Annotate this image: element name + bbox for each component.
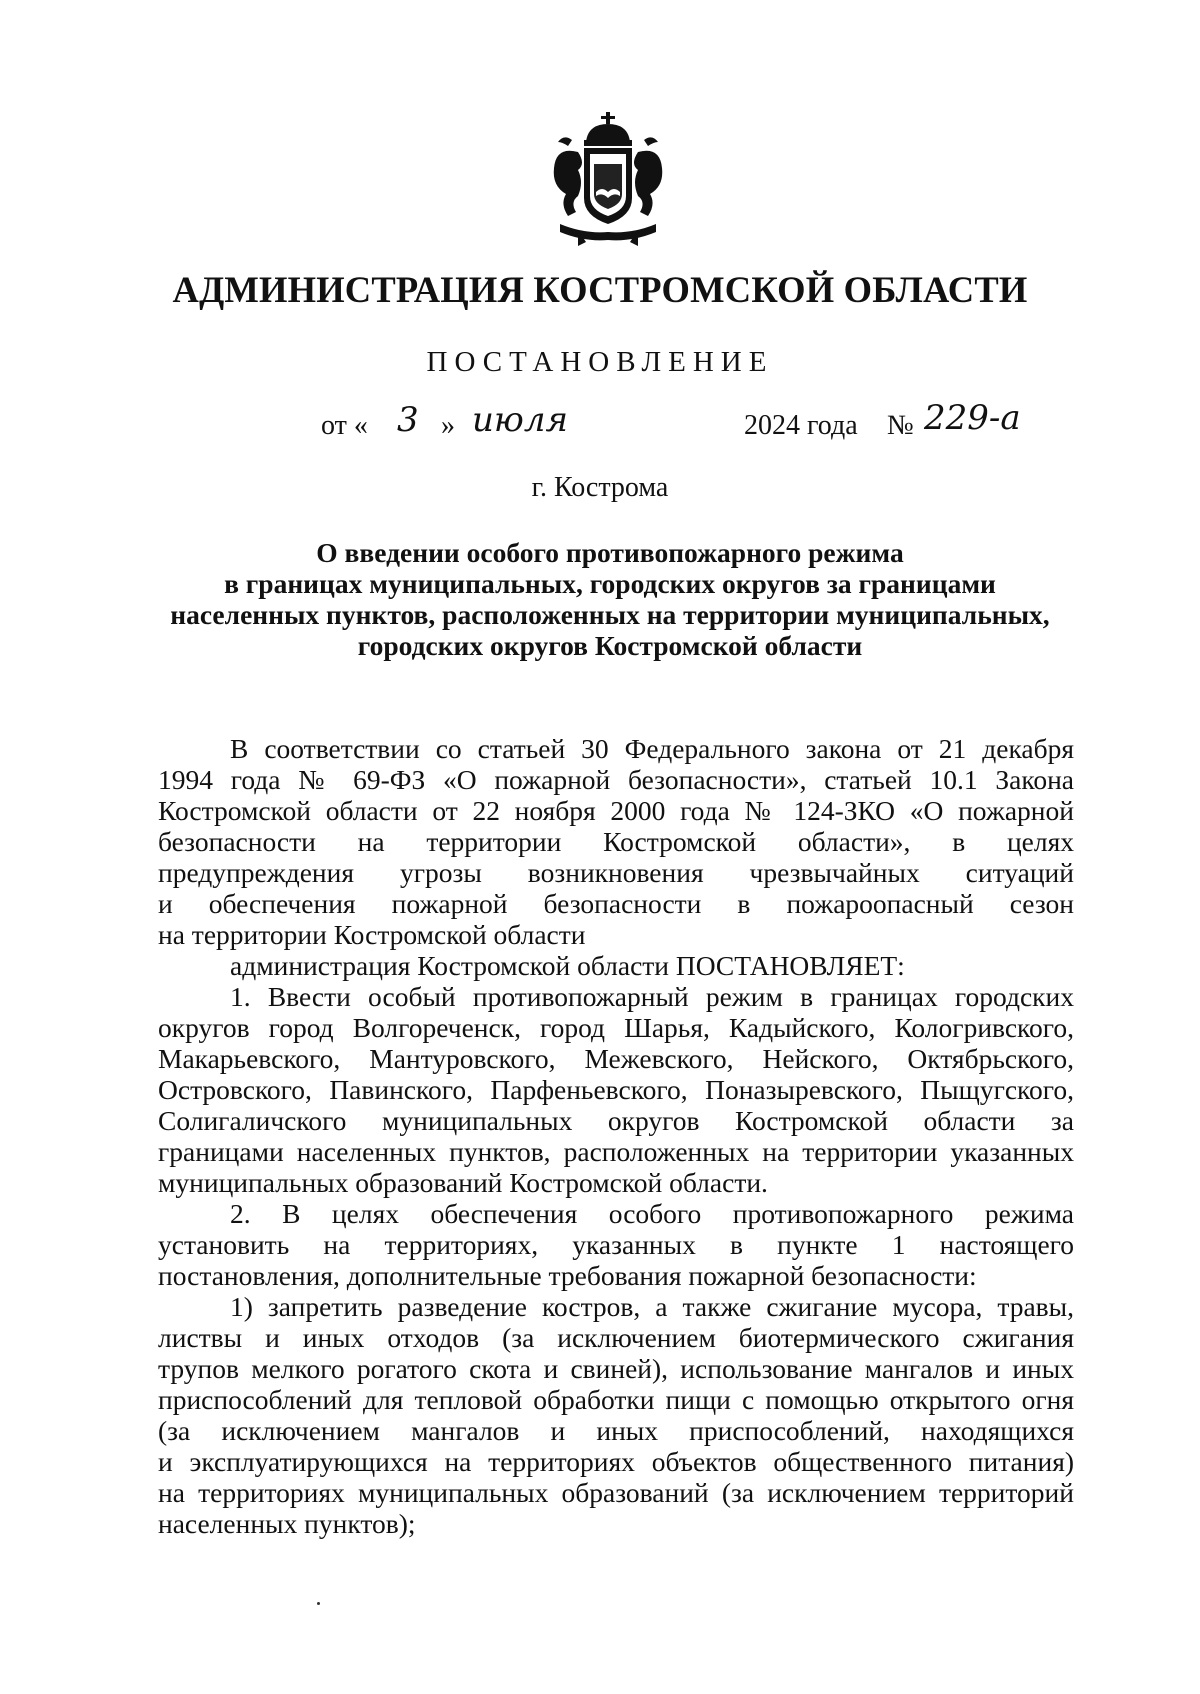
body-line: 1994 года № 69-ФЗ «О пожарной безопасности», статьей 10.1 Закона <box>158 764 1074 795</box>
body-line: предупреждения угрозы возникновения чрезвычайных ситуаций <box>158 857 1074 888</box>
body-line: администрация Костромской области ПОСТАНОВЛЯЕТ: <box>230 950 905 981</box>
handwritten-number: 229-а <box>924 398 1021 438</box>
body-line: постановления, дополнительные требования пожарной безопасности: <box>158 1260 977 1291</box>
body-line: и эксплуатирующихся на территориях объектов общественного питания) <box>158 1446 1074 1477</box>
body-line: границами населенных пунктов, расположенных на территории указанных <box>158 1136 1074 1167</box>
body-line: Макарьевского, Мантуровского, Межевского, Нейского, Октябрьского, <box>158 1043 1074 1074</box>
body-line: установить на территориях, указанных в пункте 1 настоящего <box>158 1229 1074 1260</box>
body-line: (за исключением мангалов и иных приспособлений, находящихся <box>158 1415 1074 1446</box>
title-line: О введении особого противопожарного режима <box>316 537 904 568</box>
title-line: в границах муниципальных, городских округов за границами <box>224 568 996 599</box>
date-mid: » <box>441 410 455 441</box>
body-line: безопасности на территории Костромской области», в целях <box>158 826 1074 857</box>
date-prefix: от « <box>321 410 368 441</box>
body-line: на территории Костромской области <box>158 919 586 950</box>
body-line: округов город Волгореченск, город Шарья, Кадыйского, Кологривского, <box>158 1012 1074 1043</box>
body-line: Костромской области от 22 ноября 2000 года № 124-ЗКО «О пожарной <box>158 795 1074 826</box>
body-line: населенных пунктов); <box>158 1508 416 1539</box>
date-number-line <box>0 398 1200 456</box>
organization-name: АДМИНИСТРАЦИЯ КОСТРОМСКОЙ ОБЛАСТИ <box>172 269 1028 310</box>
body-line: В соответствии со статьей 30 Федерального закона от 21 декабря <box>230 733 1074 764</box>
body-line: 1. Ввести особый противопожарный режим в границах городских <box>230 981 1074 1012</box>
body-line: трупов мелкого рогатого скота и свиней), использование мангалов и иных <box>158 1353 1074 1384</box>
handwritten-day: 3 <box>397 400 419 440</box>
body-line: 2. В целях обеспечения особого противопожарного режима <box>230 1198 1074 1229</box>
document-title <box>150 537 1070 661</box>
body-line: приспособлений для тепловой обработки пищи с помощью открытого огня <box>158 1384 1074 1415</box>
number-sign: № <box>887 410 914 441</box>
body-line: Островского, Павинского, Парфеньевского, Поназыревского, Пыщугского, <box>158 1074 1074 1105</box>
title-line: городских округов Костромской области <box>357 630 863 661</box>
place-of-issue: г. Кострома <box>531 472 669 503</box>
date-year: 2024 года <box>744 410 858 441</box>
coat-of-arms-emblem <box>538 112 678 252</box>
body-line: на территориях муниципальных образований (за исключением территорий <box>158 1477 1074 1508</box>
body-line: и обеспечения пожарной безопасности в пожароопасный сезон <box>158 888 1074 919</box>
body-line: листвы и иных отходов (за исключением биотермического сжигания <box>158 1322 1074 1353</box>
body-line: муниципальных образований Костромской области. <box>158 1167 768 1198</box>
title-line: населенных пунктов, расположенных на территории муниципальных, <box>170 599 1050 630</box>
document-body <box>158 733 1074 1539</box>
body-line: 1) запретить разведение костров, а также сжигание мусора, травы, <box>230 1291 1074 1322</box>
handwritten-month: июля <box>472 400 568 440</box>
body-line: Солигаличского муниципальных округов Костромской области за <box>158 1105 1074 1136</box>
document-type: ПОСТАНОВЛЕНИЕ <box>426 346 774 378</box>
scan-speck <box>317 1602 320 1605</box>
